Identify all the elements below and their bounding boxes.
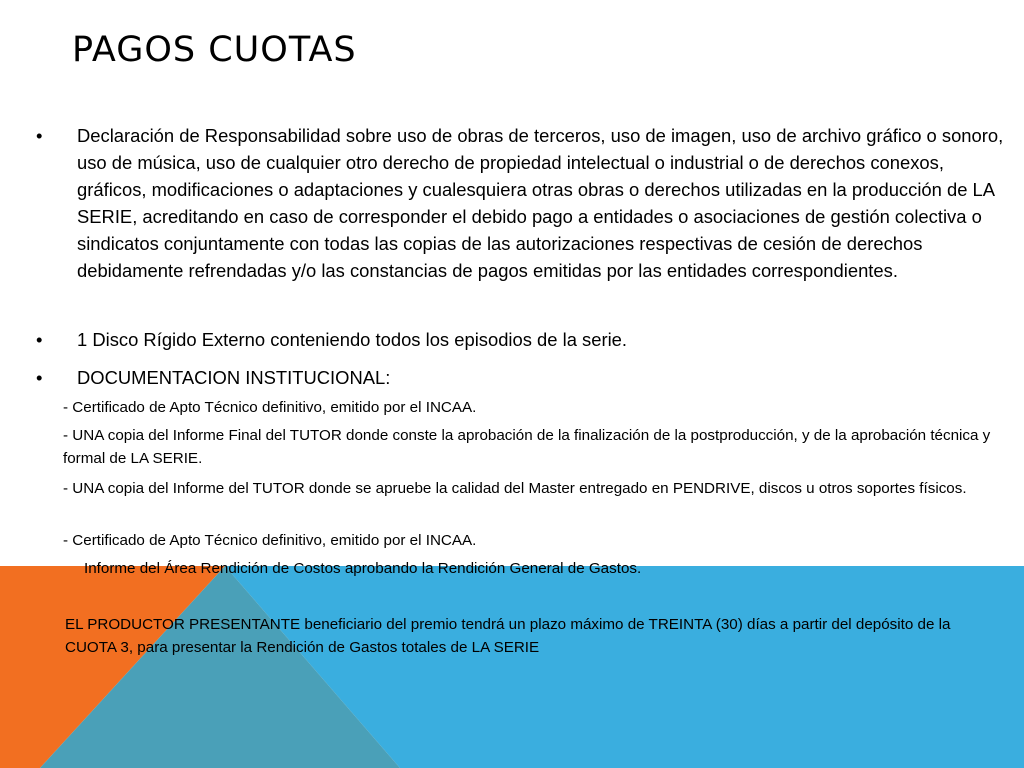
bullet-dot: • [36, 125, 43, 146]
bullet-item [36, 364, 1006, 391]
bullet-text-disco: 1 Disco Rígido Externo conteniendo todos los episodios de la serie. [77, 329, 628, 350]
sub-item: - Certificado de Apto Técnico definitivo, emitido por el INCAA. [63, 532, 477, 549]
slide-title: PAGOS CUOTAS [72, 30, 357, 70]
sub-item: - UNA copia del Informe Final del TUTOR donde conste la aprobación de la finalización de la postproducción, y de la aprobación técnica y formal de LA SERIE. [63, 427, 991, 467]
bullet-item [36, 122, 1006, 284]
bullet-text-declaracion: Declaración de Responsabilidad sobre uso de obras de terceros, uso de imagen, uso de archivo gráfico o sonoro, uso de música, uso de cualquier otro derecho de propiedad intelectual o industrial o de derechos conexos, gráficos, modificaciones o adaptaciones y cualesquiera otras obras o derechos utilizadas en la producción de LA SERIE, acreditando en caso de corresponder el debido pago a entidades o asociaciones de gestión colectiva o sindicatos conjuntamente con todas las copias de las autorizaciones respectivas de cesión de derechos debidamente refrendadas y/o las constancias de pagos emitidas por las entidades correspondientes. [77, 125, 1004, 281]
sub-item: Informe del Área Rendición de Costos aprobando la Rendición General de Gastos. [84, 560, 642, 577]
bullet-item [36, 326, 1006, 353]
closing-note: EL PRODUCTOR PRESENTANTE beneficiario del premio tendrá un plazo máximo de TREINTA (30) días a partir del depósito de la CUOTA 3, para presentar la Rendición de Gastos totales de LA SERIE [65, 616, 951, 656]
bullet-text-documentacion: DOCUMENTACION INSTITUCIONAL: [77, 367, 391, 388]
sub-item: - UNA copia del Informe del TUTOR donde se apruebe la calidad del Master entregado en PENDRIVE, discos u otros soportes físicos. [63, 480, 967, 497]
bullet-dot: • [36, 329, 43, 350]
bullet-dot: • [36, 367, 43, 388]
sub-item: - Certificado de Apto Técnico definitivo, emitido por el INCAA. [63, 399, 477, 416]
